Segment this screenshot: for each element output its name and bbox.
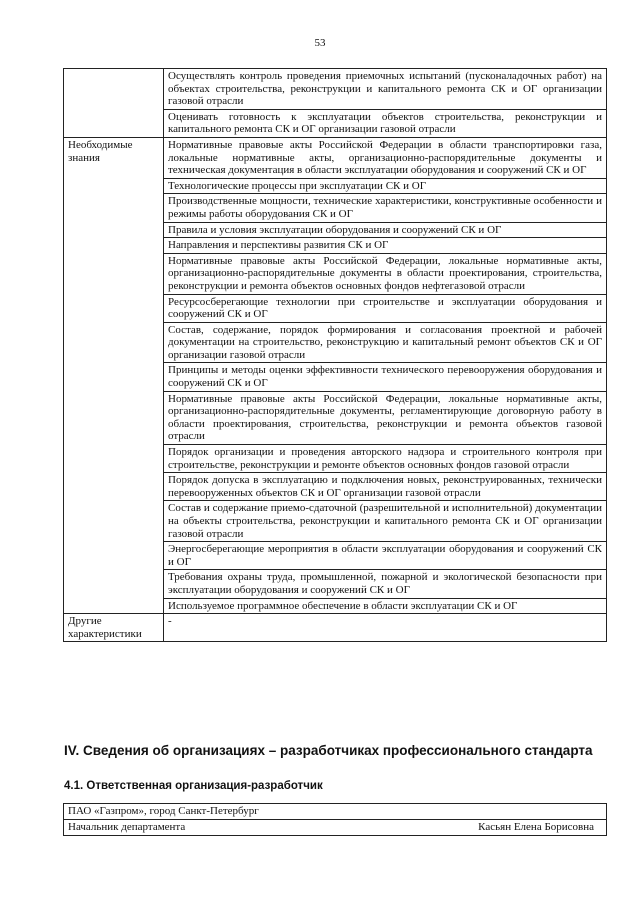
- section-heading: IV. Сведения об организациях – разработчиках профессионального стандарта: [64, 743, 593, 758]
- table-row: [64, 137, 607, 178]
- competency-table: [63, 68, 607, 642]
- row-text: Оценивать готовность к эксплуатации объектов строительства, реконструкции и капитального ремонта СК и ОГ организации газовой отрасли: [164, 109, 607, 137]
- row-text: Используемое программное обеспечение в области эксплуатации СК и ОГ: [164, 598, 607, 614]
- org-table: [63, 803, 607, 836]
- subsection-heading: 4.1. Ответственная организация-разработчик: [64, 780, 323, 792]
- row-text: Принципы и методы оценки эффективности технического перевооружения оборудования и сооружений СК и ОГ: [164, 363, 607, 391]
- row-text: Правила и условия эксплуатации оборудования и сооружений СК и ОГ: [164, 222, 607, 238]
- table-row: [64, 804, 607, 820]
- row-text: Направления и перспективы развития СК и ОГ: [164, 238, 607, 254]
- row-text: Осуществлять контроль проведения приемочных испытаний (пусконаладочных работ) на объектах строительства, реконструкции и капитального ремонта СК и ОГ организации газовой отрасли: [164, 69, 607, 110]
- row-text: Состав, содержание, порядок формирования и согласования проектной и рабочей документации на строительство, реконструкцию и капитальный ремонт объектов СК и ОГ организации газовой отрасли: [164, 322, 607, 363]
- row-label: [64, 69, 164, 138]
- row-text: Ресурсосберегающие технологии при строительстве и эксплуатации оборудования и сооружений СК и ОГ: [164, 294, 607, 322]
- row-text: Порядок допуска в эксплуатацию и подключения новых, реконструированных, технически перевооруженных объектов СК и ОГ организации газовой отрасли: [164, 473, 607, 501]
- org-head: [68, 821, 602, 834]
- org-head-cell: [64, 820, 607, 836]
- org-position: Начальник департамента: [68, 821, 186, 833]
- org-name: ПАО «Газпром», город Санкт-Петербург: [64, 804, 607, 820]
- row-text: -: [164, 614, 607, 642]
- page-number: 53: [314, 37, 326, 49]
- row-text: Состав и содержание приемо-сдаточной (разрешительной и исполнительной) документации на объекты строительства, реконструкции и капитального ремонта СК и ОГ организации газовой отрасли: [164, 501, 607, 542]
- table-row: [64, 614, 607, 642]
- row-text: Энергосберегающие мероприятия в области эксплуатации оборудования и сооружений СК и ОГ: [164, 542, 607, 570]
- table-row: [64, 820, 607, 836]
- table-row: [64, 69, 607, 110]
- row-text: Технологические процессы при эксплуатации СК и ОГ: [164, 178, 607, 194]
- row-label-other: Другие характеристики: [64, 614, 164, 642]
- row-text: Производственные мощности, технические характеристики, конструктивные особенности и режимы работы оборудования СК и ОГ: [164, 194, 607, 222]
- org-person: Касьян Елена Борисовна: [478, 821, 594, 833]
- row-text: Нормативные правовые акты Российской Федерации, локальные нормативные акты, организационно-распорядительные документы в области проектирования, строительства, реконструкции и ремонта объектов основных фондов нефтегазовой отрасли: [164, 253, 607, 294]
- row-text: Нормативные правовые акты Российской Федерации, локальные нормативные акты, организационно-распорядительные документы, регламентирующие договорную работу в области проектирования, строительства, реконструкции и ремонта объектов газовой отрасли: [164, 391, 607, 444]
- row-label-knowledge: Необходимые знания: [64, 137, 164, 613]
- row-text: Порядок организации и проведения авторского надзора и строительного контроля при строительстве, реконструкции и ремонте объектов основных фондов газовой отрасли: [164, 445, 607, 473]
- row-text: Нормативные правовые акты Российской Федерации в области транспортировки газа, локальные нормативные акты, организационно-распорядительные документы и техническая документация в области эксплуатации оборудования и сооружений СК и ОГ: [164, 137, 607, 178]
- row-text: Требования охраны труда, промышленной, пожарной и экологической безопасности при эксплуатации оборудования и сооружений СК и ОГ: [164, 570, 607, 598]
